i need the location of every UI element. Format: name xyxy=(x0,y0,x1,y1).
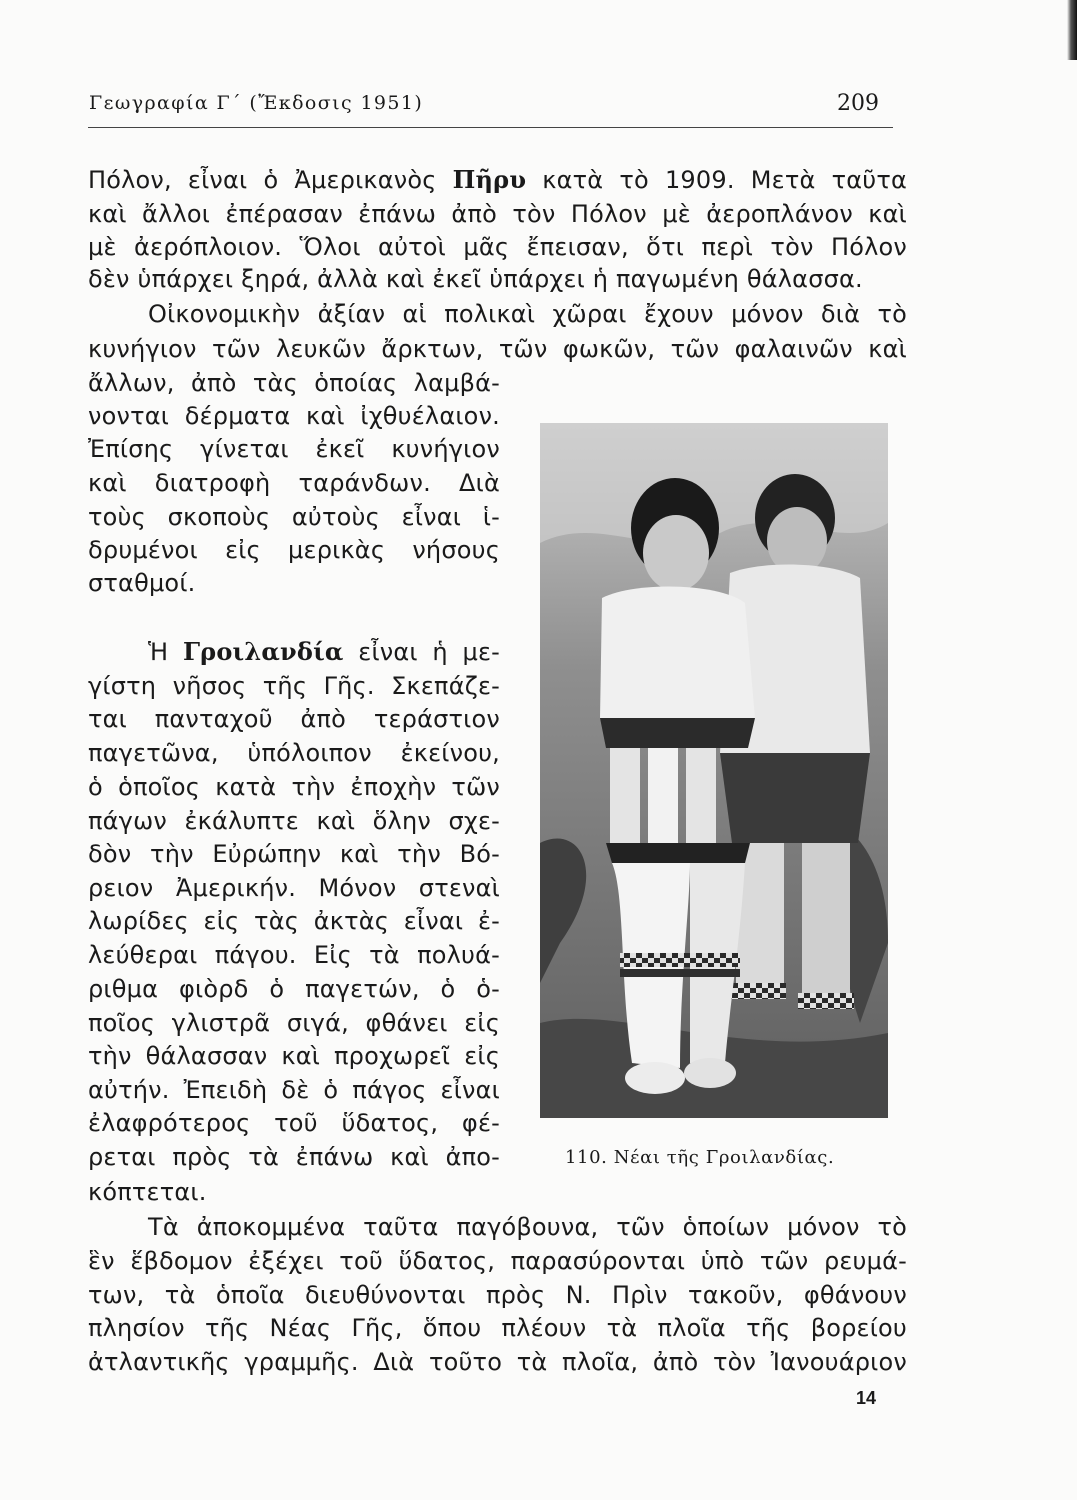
paragraph2-line-7: τοὺς σκοποὺς αὐτοὺς εἶναι ἱ- xyxy=(88,503,500,531)
paragraph3-line-16: ρεται πρὸς τὰ ἐπάνω καὶ ἀπο- xyxy=(88,1143,500,1171)
paragraph2-line-1: Οἰκονομικὴν ἀξίαν αἱ πολικαὶ χῶραι ἔχουν μόνον διὰ τὸ xyxy=(148,300,907,328)
paragraph4-line-2: ἓν ἕβδομον ἐξέχει τοῦ ὕδατος, παρασύρονται ὑπὸ τῶν ρευμά- xyxy=(88,1247,907,1275)
paragraph3-line-9: λωρίδες εἰς τὰς ἀκτὰς εἶναι ἐ- xyxy=(88,907,500,935)
paragraph4-line-3: των, τὰ ὁποῖα διευθύνονται πρὸς Ν. Πρὶν τακοῦν, φθάνουν xyxy=(88,1281,907,1309)
paragraph3-line-15: ἐλαφρότερος τοῦ ὕδατος, φέ- xyxy=(88,1109,500,1137)
paragraph4-line-4: πλησίον τῆς Νέας Γῆς, ὅπου πλέουν τὰ πλοῖα τῆς βορείου xyxy=(88,1314,907,1342)
text-run: Ἡ xyxy=(148,638,183,666)
paragraph1-line-1 xyxy=(88,165,907,195)
paragraph3-line-6: πάγων ἐκάλυπτε καὶ ὅλην σχε- xyxy=(88,807,500,835)
paragraph3-line-11: ριθμα φιὸρδ ὁ παγετών, ὁ ὁ- xyxy=(88,975,500,1003)
paragraph1-line-4: δὲν ὑπάρχει ξηρά, ἀλλὰ καὶ ἐκεῖ ὑπάρχει ἡ παγωμένη θάλασσα. xyxy=(88,265,863,293)
paragraph2-line-2: κυνήγιον τῶν λευκῶν ἄρκτων, τῶν φωκῶν, τῶν φαλαινῶν καὶ xyxy=(88,335,907,363)
paragraph3-line-13: τὴν θάλασσαν καὶ προχωρεῖ εἰς xyxy=(88,1042,500,1070)
paragraph2-line-3: ἄλλων, ἀπὸ τὰς ὁποίας λαμβά- xyxy=(88,369,500,397)
text-run: εἶναι ἡ με- xyxy=(343,638,500,666)
paragraph3-line-7: δὸν τὴν Εὐρώπην καὶ τὴν Βό- xyxy=(88,840,500,868)
paragraph3-line-2: γίστη νῆσος τῆς Γῆς. Σκεπάζε- xyxy=(88,672,500,700)
paragraph3-line-12: ποῖος γλιστρᾶ σιγά, φθάνει εἰς xyxy=(88,1009,500,1037)
header-rule xyxy=(88,127,893,128)
paragraph1-line-3: μὲ ἀερόπλοιον. Ὅλοι αὐτοὶ μᾶς ἔπεισαν, ὅτι περὶ τὸν Πόλον xyxy=(88,233,907,261)
page-number: 209 xyxy=(837,91,879,116)
text-run: κατὰ τὸ 1909. Μετὰ ταῦτα xyxy=(526,166,907,194)
paragraph2-line-9: σταθμοί. xyxy=(88,569,196,597)
paragraph2-line-8: δρυμένοι εἰς μερικὰς νήσους xyxy=(88,536,500,564)
paragraph1-line-2: καὶ ἄλλοι ἐπέρασαν ἐπάνω ἀπὸ τὸν Πόλον μὲ ἀεροπλάνον καὶ xyxy=(88,200,907,228)
paragraph3-line-3: ται πανταχοῦ ἀπὸ τεράστιον xyxy=(88,705,500,733)
name-peary: Πῆρυ xyxy=(452,165,527,194)
paragraph4-line-1: Τὰ ἀποκομμένα ταῦτα παγόβουνα, τῶν ὁποίων μόνον τὸ xyxy=(148,1213,907,1241)
paragraph3-line-14: αὐτήν. Ἐπειδὴ δὲ ὁ πάγος εἶναι xyxy=(88,1076,500,1104)
paragraph3-line-4: παγετῶνα, ὑπόλοιπον ἐκείνου, xyxy=(88,739,500,767)
header-title: Γεωγραφία Γ΄ (Ἔκδοσις 1951) xyxy=(89,92,424,114)
paragraph3-line-8: ρειον Ἀμερικήν. Μόνον στεναὶ xyxy=(88,874,500,902)
signature-mark: 14 xyxy=(856,1388,877,1408)
page-edge-shadow xyxy=(1067,0,1077,60)
text-run: Πόλον, εἶναι ὁ Ἀμερικανὸς xyxy=(88,166,453,194)
paragraph2-line-6: καὶ διατροφὴ ταράνδων. Διὰ xyxy=(88,469,500,497)
paragraph2-line-5: Ἐπίσης γίνεται ἐκεῖ κυνήγιον xyxy=(88,435,500,463)
paragraph3-line-10: λεύθεραι πάγου. Εἰς τὰ πολυά- xyxy=(88,941,500,969)
figure-caption: 110. Νέαι τῆς Γροιλανδίας. xyxy=(565,1147,835,1168)
paragraph4-line-5: ἀτλαντικῆς γραμμῆς. Διὰ τοῦτο τὰ πλοῖα, ἀπὸ τὸν Ἰανουάριον xyxy=(88,1348,907,1376)
paragraph2-line-4: νονται δέρματα καὶ ἰχθυέλαιον. xyxy=(88,402,500,430)
paragraph3-line-17: κόπτεται. xyxy=(88,1178,207,1206)
term-greenland: Γροιλανδία xyxy=(182,637,344,666)
photo-greenland-girls xyxy=(540,423,888,1118)
running-header xyxy=(89,92,879,122)
paragraph3-line-1 xyxy=(88,637,500,667)
paragraph3-line-5: ὁ ὁποῖος κατὰ τὴν ἐποχὴν τῶν xyxy=(88,773,500,801)
